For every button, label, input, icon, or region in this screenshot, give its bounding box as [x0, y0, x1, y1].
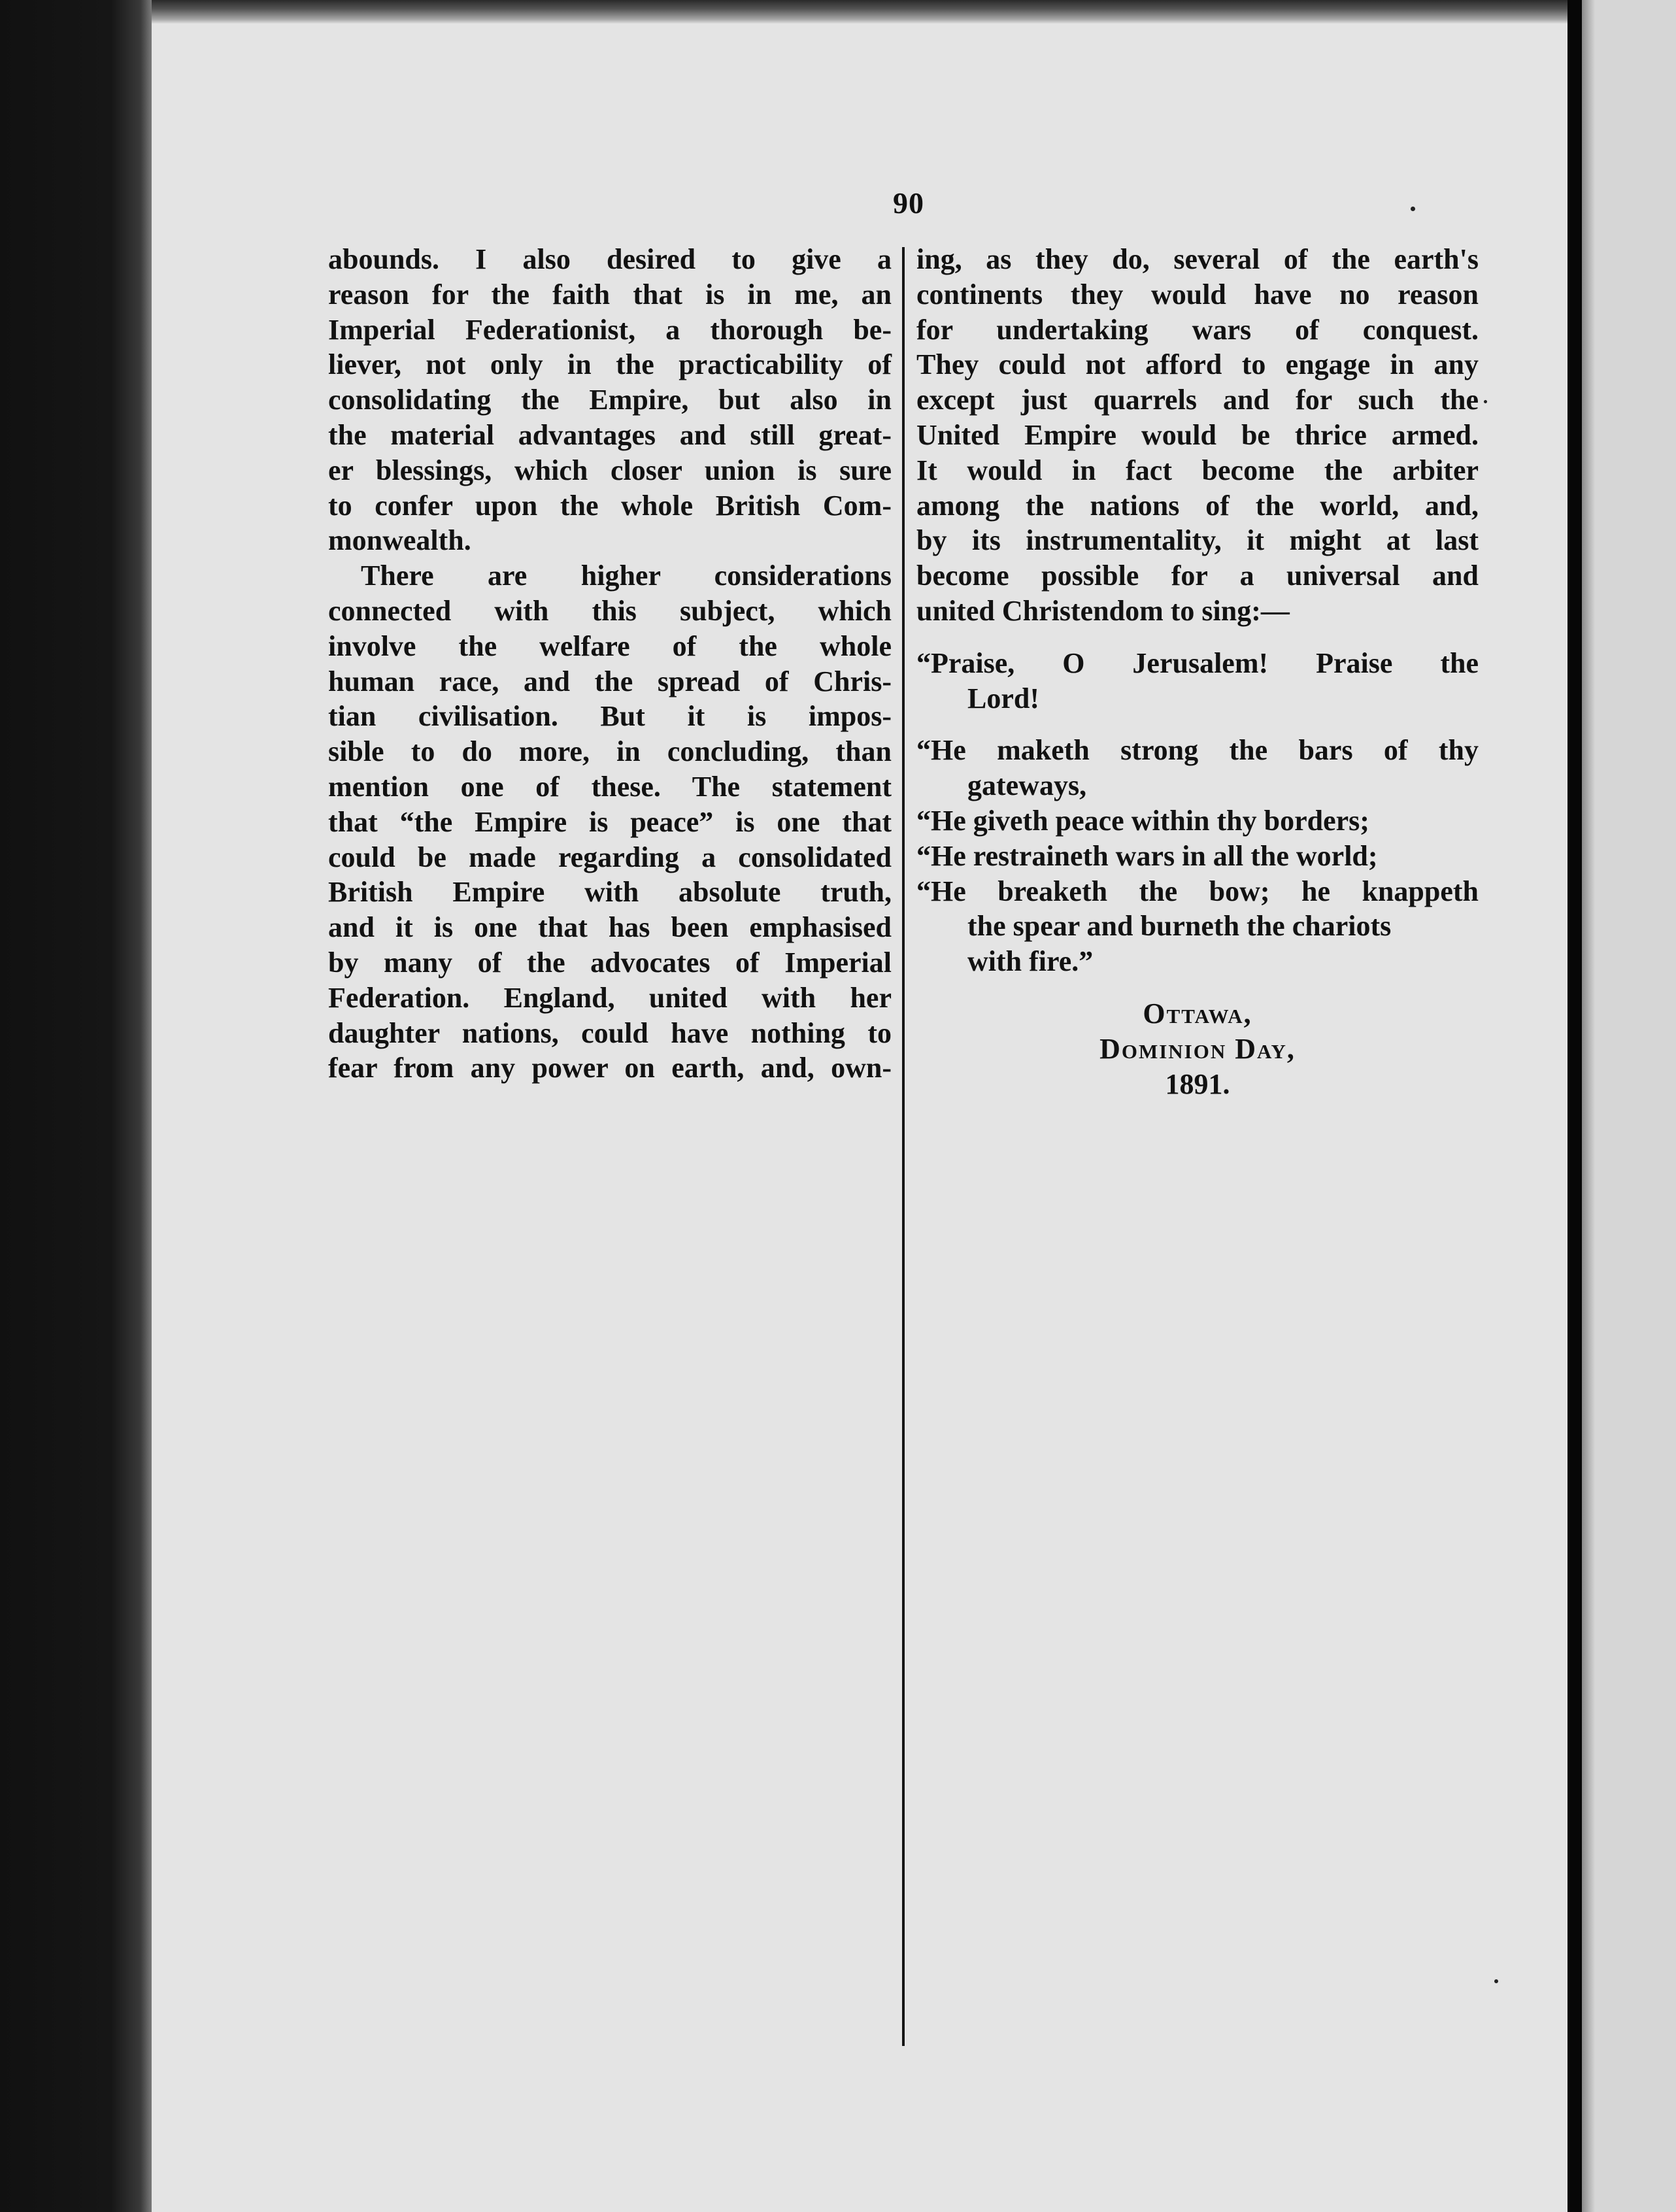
- text-line: liever, not only in the practicability of: [328, 348, 892, 381]
- text-line: could be made regarding a consolidated: [328, 841, 892, 873]
- right-column: [916, 242, 1479, 1101]
- text-line: among the nations of the world, and,: [916, 489, 1479, 522]
- paragraph: [328, 242, 892, 558]
- scan-speck: [1494, 1979, 1498, 1983]
- paragraph: [916, 242, 1479, 629]
- text-line: involve the welfare of the whole: [328, 629, 892, 662]
- scanner-margin: [0, 0, 152, 2212]
- text-line: reason for the faith that is in me, an: [328, 278, 892, 310]
- text-line: There are higher considerations: [361, 560, 892, 592]
- page-number: 90: [893, 186, 924, 220]
- text-line: mention one of these. The statement: [328, 770, 892, 803]
- dateline-year: 1891.: [1165, 1067, 1230, 1100]
- text-line: consolidating the Empire, but also in: [328, 384, 892, 416]
- text-line: the material advantages and still great-: [328, 418, 892, 451]
- verse-stanza: [916, 646, 1479, 716]
- verse-line: “He restraineth wars in all the world;: [916, 839, 1378, 872]
- paragraph: [328, 558, 892, 1086]
- text-line: It would in fact become the arbiter: [916, 454, 1479, 486]
- column-rule: [902, 247, 905, 2046]
- text-line: ing, as they do, several of the earth's: [916, 243, 1479, 275]
- verse-stanza: [916, 733, 1479, 803]
- text-line: continents they would have no reason: [916, 278, 1479, 310]
- text-line: sible to do more, in concluding, than: [328, 735, 892, 768]
- dateline: [916, 996, 1479, 1101]
- text-line: that “the Empire is peace” is one that: [328, 805, 892, 838]
- left-column: [328, 242, 892, 1086]
- text-line: Imperial Federationist, a thorough be-: [328, 313, 892, 346]
- text-line: by many of the advocates of Imperial: [328, 946, 892, 979]
- text-line: and it is one that has been emphasised: [328, 911, 892, 944]
- text-line: abounds. I also desired to give a: [328, 243, 892, 275]
- page-gutter-bar: [1567, 0, 1582, 2212]
- verse-stanza: [916, 803, 1479, 839]
- scan-speck: [1411, 207, 1415, 211]
- text-line: connected with this subject, which: [328, 594, 892, 627]
- text-line: except just quarrels and for such the: [916, 384, 1479, 416]
- verse-stanza: [916, 874, 1479, 979]
- verse-line-continued: the spear and burneth the chariots: [967, 910, 1392, 943]
- text-line: fear from any power on earth, and, own-: [328, 1052, 892, 1084]
- text-line: tian civilisation. But it is impos-: [328, 700, 892, 733]
- text-line: er blessings, which closer union is sure: [328, 454, 892, 486]
- text-line: British Empire with absolute truth,: [328, 876, 892, 909]
- facing-page-edge: [1582, 0, 1676, 2212]
- facing-page-shadow: [1582, 0, 1595, 2212]
- text-line: United Empire would be thrice armed.: [916, 418, 1479, 451]
- book-top-edge: [152, 0, 1573, 24]
- text-line: monwealth.: [328, 524, 471, 557]
- text-line: for undertaking wars of conquest.: [916, 313, 1479, 346]
- verse-line-continued: with fire.”: [967, 945, 1094, 978]
- scan-speck: [1484, 400, 1487, 403]
- verse-line: “Praise, O Jerusalem! Praise the: [916, 646, 1479, 679]
- text-line: united Christendom to sing:—: [916, 594, 1290, 627]
- verse-line-continued: Lord!: [967, 682, 1039, 714]
- verse-line: “He breaketh the bow; he knappeth: [916, 875, 1479, 907]
- verse-line-continued: gateways,: [967, 769, 1087, 802]
- verse-line: “He giveth peace within thy borders;: [916, 804, 1369, 837]
- text-line: by its instrumentality, it might at last: [916, 524, 1479, 557]
- text-line: human race, and the spread of Chris-: [328, 665, 892, 697]
- dateline-place: Ottawa,: [1143, 997, 1252, 1030]
- text-line: Federation. England, united with her: [328, 981, 892, 1014]
- text-line: to confer upon the whole British Com-: [328, 489, 892, 522]
- text-line: become possible for a universal and: [916, 560, 1479, 592]
- text-line: daughter nations, could have nothing to: [328, 1016, 892, 1049]
- verse-line: “He maketh strong the bars of thy: [916, 734, 1479, 767]
- text-line: They could not afford to engage in any: [916, 348, 1479, 381]
- dateline-occasion: Dominion Day,: [1099, 1032, 1296, 1065]
- verse-stanza: [916, 839, 1479, 874]
